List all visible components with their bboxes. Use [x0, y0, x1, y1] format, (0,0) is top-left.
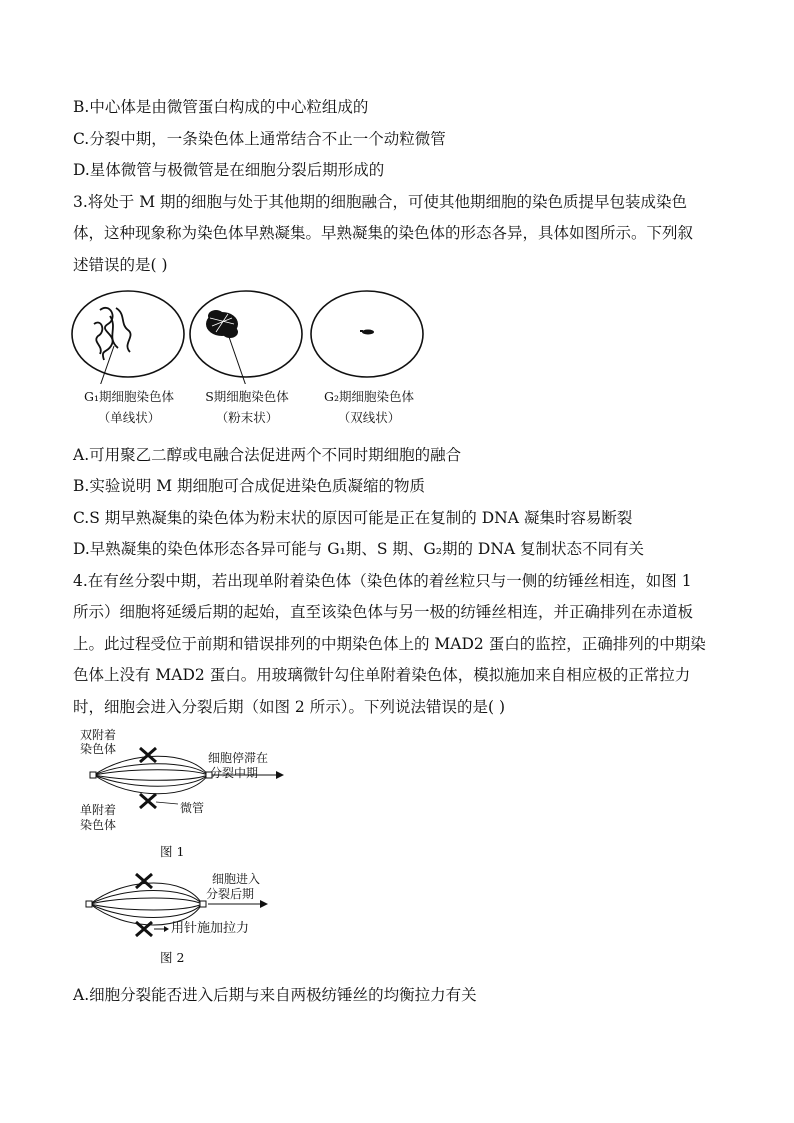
fig1-double-label-2: 染色体	[80, 742, 117, 756]
s-state: （粉末状）	[215, 410, 279, 425]
option-a-q3: A.可用聚乙二醇或电融合法促进两个不同时期细胞的融合	[73, 446, 462, 464]
fig2-needle-label: 用针施加拉力	[171, 921, 250, 936]
option-c-q3: C.S 期早熟凝集的染色体为粉末状的原因可能是正在复制的 DNA 凝集时容易断裂	[73, 509, 633, 527]
question-3-stem-2: 体，这种现象称为染色体早熟凝集。早熟凝集的染色体的形态各异，具体如图所示。下列叙	[73, 224, 694, 242]
option-d-q3: D.早熟凝集的染色体形态各异可能与 G₁期、S 期、G₂期的 DNA 复制状态不同有关	[73, 540, 645, 558]
question-4-stem-4: 色体上没有 MAD2 蛋白。用玻璃微针勾住单附着染色体，模拟施加来自相应极的正常拉力	[73, 666, 691, 684]
g1-cell	[72, 291, 184, 377]
figure-2-caption: 图 2	[160, 950, 185, 965]
question-3-stem: 3.将处于 M 期的细胞与处于其他期的细胞融合，可使其他期细胞的染色质提早包装成染色	[73, 193, 688, 211]
cell-figure	[70, 288, 450, 384]
g2-chromatin	[360, 330, 374, 335]
question-4-stem-5: 时，细胞会进入分裂后期（如图 2 所示）。下列说法错误的是( )	[73, 698, 505, 716]
g1-pointer	[100, 346, 114, 384]
option-a-q4: A.细胞分裂能否进入后期与来自两极纺锤丝的均衡拉力有关	[73, 986, 477, 1004]
single-attached-chromosome	[140, 794, 156, 808]
question-3-stem-3: 述错误的是( )	[73, 256, 168, 274]
pole-left	[90, 772, 96, 778]
g1-state: （单线状）	[97, 410, 161, 425]
s-cell	[190, 291, 302, 377]
fig2-arrow-label-2: 分裂后期	[206, 887, 255, 901]
fig2-arrow-label-1: 细胞进入	[212, 872, 261, 886]
g2-label: G₂期细胞染色体	[324, 389, 414, 404]
option-b-q2: B.中心体是由微管蛋白构成的中心粒组成的	[73, 98, 369, 116]
fig2-top-chromosome	[136, 874, 152, 888]
fig1-arrow-label-2: 分裂中期	[210, 766, 259, 780]
question-4-stem-2: 所示）细胞将延缓后期的起始，直至该染色体与另一极的纺锤丝相连，并正确排列在赤道板	[73, 603, 694, 621]
question-4-stem: 4.在有丝分裂中期，若出现单附着染色体（染色体的着丝粒只与一侧的纺锤丝相连，如图 1	[73, 572, 692, 590]
fig1-arrow-label-1: 细胞停滞在	[208, 751, 269, 765]
option-b-q3: B.实验说明 M 期细胞可合成促进染色质凝缩的物质	[73, 477, 426, 495]
fig1-single-label-2: 染色体	[80, 818, 117, 832]
question-4-stem-3: 上。此过程受位于前期和错误排列的中期染色体上的 MAD2 蛋白的监控，正确排列的中期染	[73, 635, 706, 653]
fig1-microtubule-label: 微管	[180, 801, 205, 815]
option-c-q2: C.分裂中期，一条染色体上通常结合不止一个动粒微管	[73, 130, 446, 148]
g2-state: （双线状）	[337, 410, 401, 425]
fig1-double-label: 双附着	[80, 728, 117, 742]
fig1-single-label: 单附着	[80, 803, 117, 817]
s-label: S期细胞染色体	[205, 389, 289, 404]
g1-label: G₁期细胞染色体	[84, 389, 174, 404]
double-attached-chromosome	[140, 748, 156, 762]
option-d-q2: D.星体微管与极微管是在细胞分裂后期形成的	[73, 161, 385, 179]
figure-1-caption: 图 1	[160, 844, 185, 859]
